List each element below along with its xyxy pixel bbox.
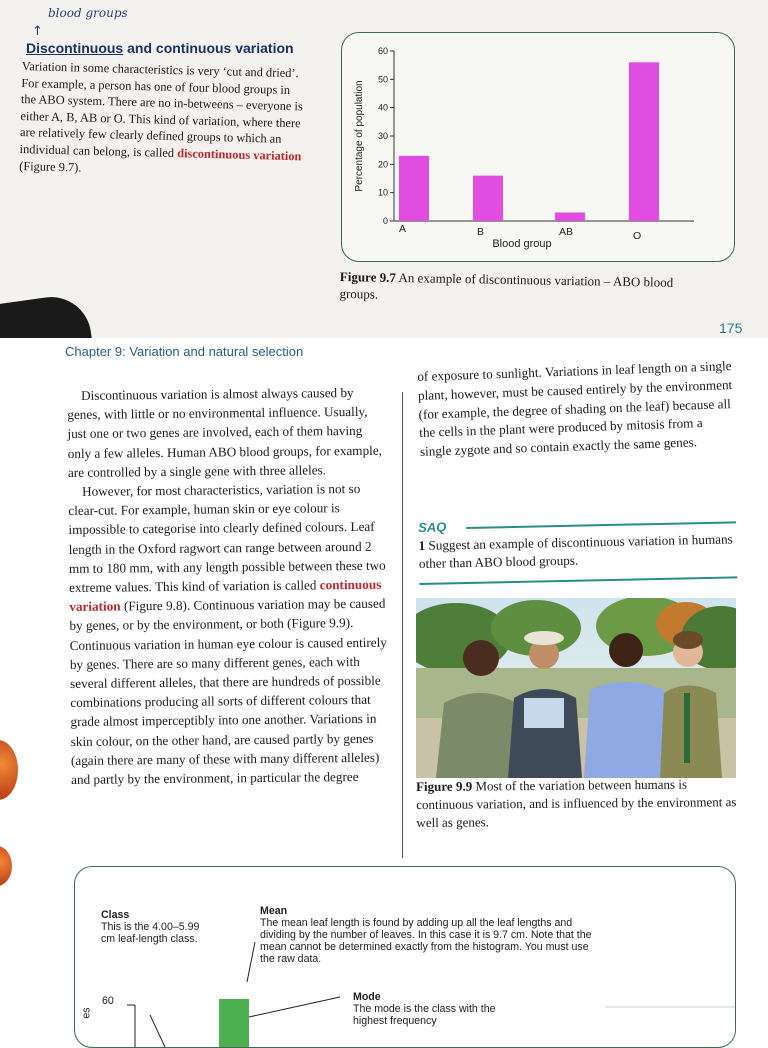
figure-9-9-caption [416, 775, 738, 832]
figure-9-9-text: Most of the variation between humans is continuous variation, and is influenced by the environment as well as genes. [416, 776, 737, 830]
saq-question [418, 530, 737, 573]
four-children-photo [416, 598, 736, 778]
paragraph-2-start: However, for most characteristics, variation is not so clear-cut. For example, human skin or eye colour is impossible to categorise into clearly defined colours. Leaf length in the Oxford ragwort can range between around 2 mm to 180 mm, with any length possible between these two extreme values. This kind of variation is called [68, 480, 386, 596]
orange-fruit [0, 740, 18, 800]
section-heading [26, 40, 294, 56]
y-tick-label: 20 [377, 159, 388, 170]
paragraph-2 [68, 479, 391, 790]
figure-9-7-text: An example of discontinuous variation – ABO blood groups. [339, 270, 674, 302]
handwritten-arrow: ↑ [32, 24, 43, 39]
y-tick-label: 50 [377, 74, 388, 85]
saq-label: SAQ [418, 519, 447, 535]
y-tick-label: 10 [377, 187, 388, 198]
saq-number: 1 [418, 537, 426, 553]
category-label: AB [559, 226, 574, 238]
intro-figure-ref: (Figure 9.7). [19, 158, 82, 175]
chapter-header: Chapter 9: Variation and natural selection [65, 344, 304, 359]
heading-rest: and continuous variation [127, 40, 294, 56]
figure-9-7-chart [341, 32, 735, 262]
previous-page-section [0, 0, 768, 338]
category-label: B [477, 226, 485, 238]
term-continuous: continuous variation [69, 576, 382, 615]
bar-o [629, 62, 659, 221]
y-tick-label: 30 [377, 131, 388, 141]
class-title: Class [101, 909, 130, 921]
figure-9-8-box [74, 866, 736, 1048]
intro-text: Variation in some characteristics is very ‘cut and dried’. For example, a person has one of four blood groups in the ABO system. There are no in-betweens – everyone is either A, B, AB or O. This kind of variation, where there are relatively few clearly defined groups to which an individual can belong, is called [19, 58, 303, 160]
intro-paragraph [19, 58, 307, 182]
category-label: O [633, 230, 642, 242]
y-tick-label: 40 [377, 102, 388, 113]
x-axis-label: Blood group [492, 238, 552, 250]
figure-9-9-label: Figure 9.9 [416, 778, 473, 794]
mode-title: Mode [353, 991, 381, 1003]
mean-title: Mean [260, 905, 288, 917]
shadow-edge [0, 292, 94, 338]
handwritten-note: blood groups [48, 6, 128, 20]
mean-text: The mean leaf length is found by adding up all the leaf lengths and dividing by the number of leaves. In this case it is 9.7 cm. Note that the mean cannot be determined exactly from the histogram. You must use the raw data. [260, 917, 592, 965]
left-column [67, 383, 391, 790]
y-tick-label: 60 [377, 46, 388, 56]
paragraph-1: Discontinuous variation is almost always caused by genes, with little or no environmental influence. Usually, just one or two genes are involved, each of them having only a few alleles. Human ABO blood groups, for example, are controlled by a single gene with three alleles. [67, 384, 382, 480]
bar-ab [555, 213, 585, 222]
y-axis-label-fragment: es [80, 1007, 93, 1019]
saq-box [418, 513, 737, 585]
figure-9-7-caption [339, 268, 700, 308]
y-tick-label: 0 [382, 216, 388, 226]
category-label: A [399, 223, 407, 235]
blood-group-bar-chart [342, 33, 734, 261]
bar-b [473, 176, 503, 221]
right-column-text: of exposure to sunlight. Variations in leaf length on a single plant, however, must be caused entirely by the environment (for example, the degree of shading on the leaf) because all the cells in the plant were produced by mitosis from a single zygote and so contain exactly the same genes. [417, 358, 733, 460]
heading-underlined-word: Discontinuous [26, 40, 124, 56]
class-text: This is the 4.00–5.99 cm leaf-length class. [101, 921, 200, 945]
y-tick-60: 60 [102, 995, 114, 1007]
paragraph-2-end: (Figure 9.8). Continuous variation may be caused by genes, or by the environment, or both (Figure 9.9). Continuous variation in human eye colour is caused entirely by genes. There are so many different genes, each with several different alleles, that there are hundreds of possible combinations producing all sorts of different colours that grade almost imperceptibly into one another. Variations in skin colour, on the other hand, are caused partly by genes (again there are many of these with many different alleles) and partly by the environment, in particular the degree [69, 595, 387, 788]
mode-annotation [353, 991, 513, 1027]
y-axis-label: Percentage of population [354, 80, 365, 192]
bar-a [399, 156, 429, 221]
figure-9-7-label: Figure 9.7 [339, 268, 397, 285]
term-discontinuous: discontinuous variation [176, 146, 302, 164]
figure-9-9-photo [416, 598, 736, 778]
column-divider [402, 392, 403, 858]
saq-bottom-rule [419, 576, 737, 585]
page-number: 175 [719, 320, 743, 336]
saq-question-text: Suggest an example of discontinuous variation in humans other than ABO blood groups. [418, 531, 733, 571]
orange-fruit-2 [0, 846, 12, 886]
mode-text: The mode is the class with the highest frequency [353, 1003, 496, 1027]
